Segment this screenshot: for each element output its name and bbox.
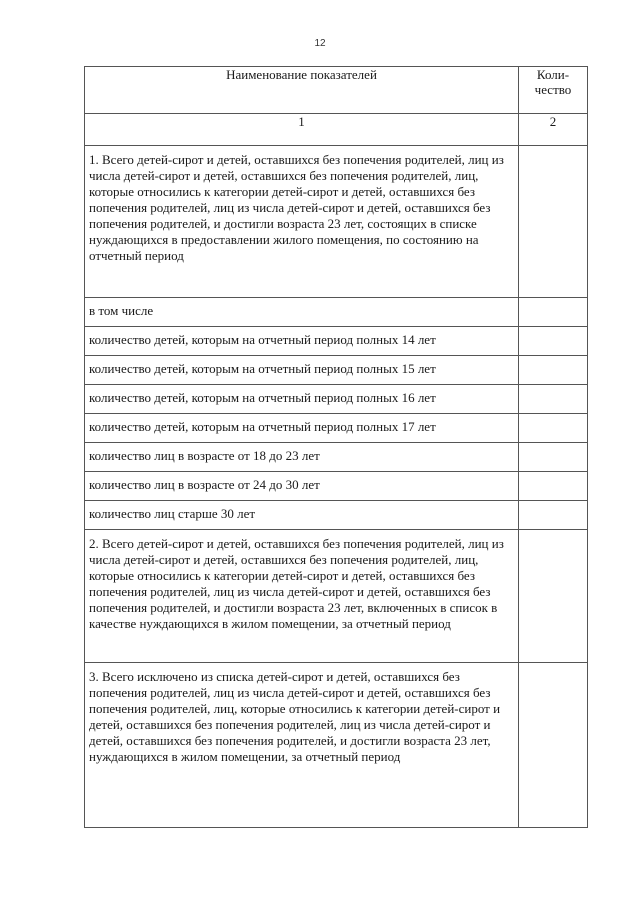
header-indicator-name: Наименование показателей [85, 67, 519, 114]
row-quantity-cell [519, 146, 588, 298]
row-indicator-text: количество детей, которым на отчетный период полных 17 лет [89, 419, 436, 434]
page-number: 12 [314, 38, 326, 49]
table-row [85, 501, 588, 530]
row-quantity-cell [519, 472, 588, 501]
table-row [85, 385, 588, 414]
row-indicator-text: количество детей, которым на отчетный период полных 14 лет [89, 332, 436, 347]
row-quantity-cell [519, 663, 588, 828]
table-row [85, 663, 588, 828]
row-quantity-cell [519, 501, 588, 530]
table-header-row [85, 67, 588, 114]
table-row [85, 472, 588, 501]
row-indicator-text: количество лиц старше 30 лет [89, 506, 256, 521]
indicators-table [84, 66, 588, 828]
row-quantity-cell [519, 530, 588, 663]
header-quantity [519, 67, 588, 114]
row-indicator-text: в том числе [89, 303, 154, 318]
row-quantity-cell [519, 298, 588, 327]
row-quantity-cell [519, 327, 588, 356]
row-quantity-cell [519, 443, 588, 472]
row-indicator-text: количество лиц в возрасте от 18 до 23 лет [89, 448, 320, 463]
table-row [85, 530, 588, 663]
row-indicator-text: количество лиц в возрасте от 24 до 30 лет [89, 477, 320, 492]
header-quantity-line2: чество [534, 82, 572, 97]
table-row [85, 356, 588, 385]
row-quantity-cell [519, 414, 588, 443]
table-row [85, 146, 588, 298]
row-indicator-text: 3. Всего исключено из списка детей-сирот и детей, оставшихся без попечения родителей, лиц из числа детей-сирот и детей, оставшихся без попечения родителей, лиц, которые относились к категории детей-сирот и детей, оставшихся без попечения родителей, лиц из числа детей-сирот и детей, оставшихся без попечения родителей, и достигли возраста 23 лет, нуждающихся в жилом помещении, за отчетный период [89, 669, 501, 764]
row-quantity-cell [519, 385, 588, 414]
column-number-row [85, 114, 588, 146]
row-indicator-text: количество детей, которым на отчетный период полных 16 лет [89, 390, 436, 405]
row-indicator-text: количество детей, которым на отчетный период полных 15 лет [89, 361, 436, 376]
column-number-1: 1 [85, 114, 519, 146]
header-quantity-line1: Коли- [536, 67, 570, 82]
table-row [85, 327, 588, 356]
row-indicator-text: 2. Всего детей-сирот и детей, оставшихся без попечения родителей, лиц из числа детей-сирот и детей, оставшихся без попечения родителей, лиц, которые относились к категории детей-сирот и детей, оставшихся без попечения родителей, лиц из числа детей-сирот и детей, оставшихся без попечения родителей, и достигли возраста 23 лет, включенных в список в качестве нуждающихся в жилом помещении, за отчетный период [89, 536, 504, 631]
row-quantity-cell [519, 356, 588, 385]
row-indicator-text: 1. Всего детей-сирот и детей, оставшихся без попечения родителей, лиц из числа детей-сирот и детей, оставшихся без попечения родителей, лиц, которые относились к категории детей-сирот и детей, оставшихся без попечения родителей, лиц из числа детей-сирот и детей, оставшихся без попечения родителей, и достигли возраста 23 лет, состоящих в списке нуждающихся в предоставлении жилого помещения, по состоянию на отчетный период [89, 152, 504, 263]
table-row [85, 443, 588, 472]
table-row [85, 298, 588, 327]
table-row [85, 414, 588, 443]
column-number-2: 2 [519, 114, 588, 146]
